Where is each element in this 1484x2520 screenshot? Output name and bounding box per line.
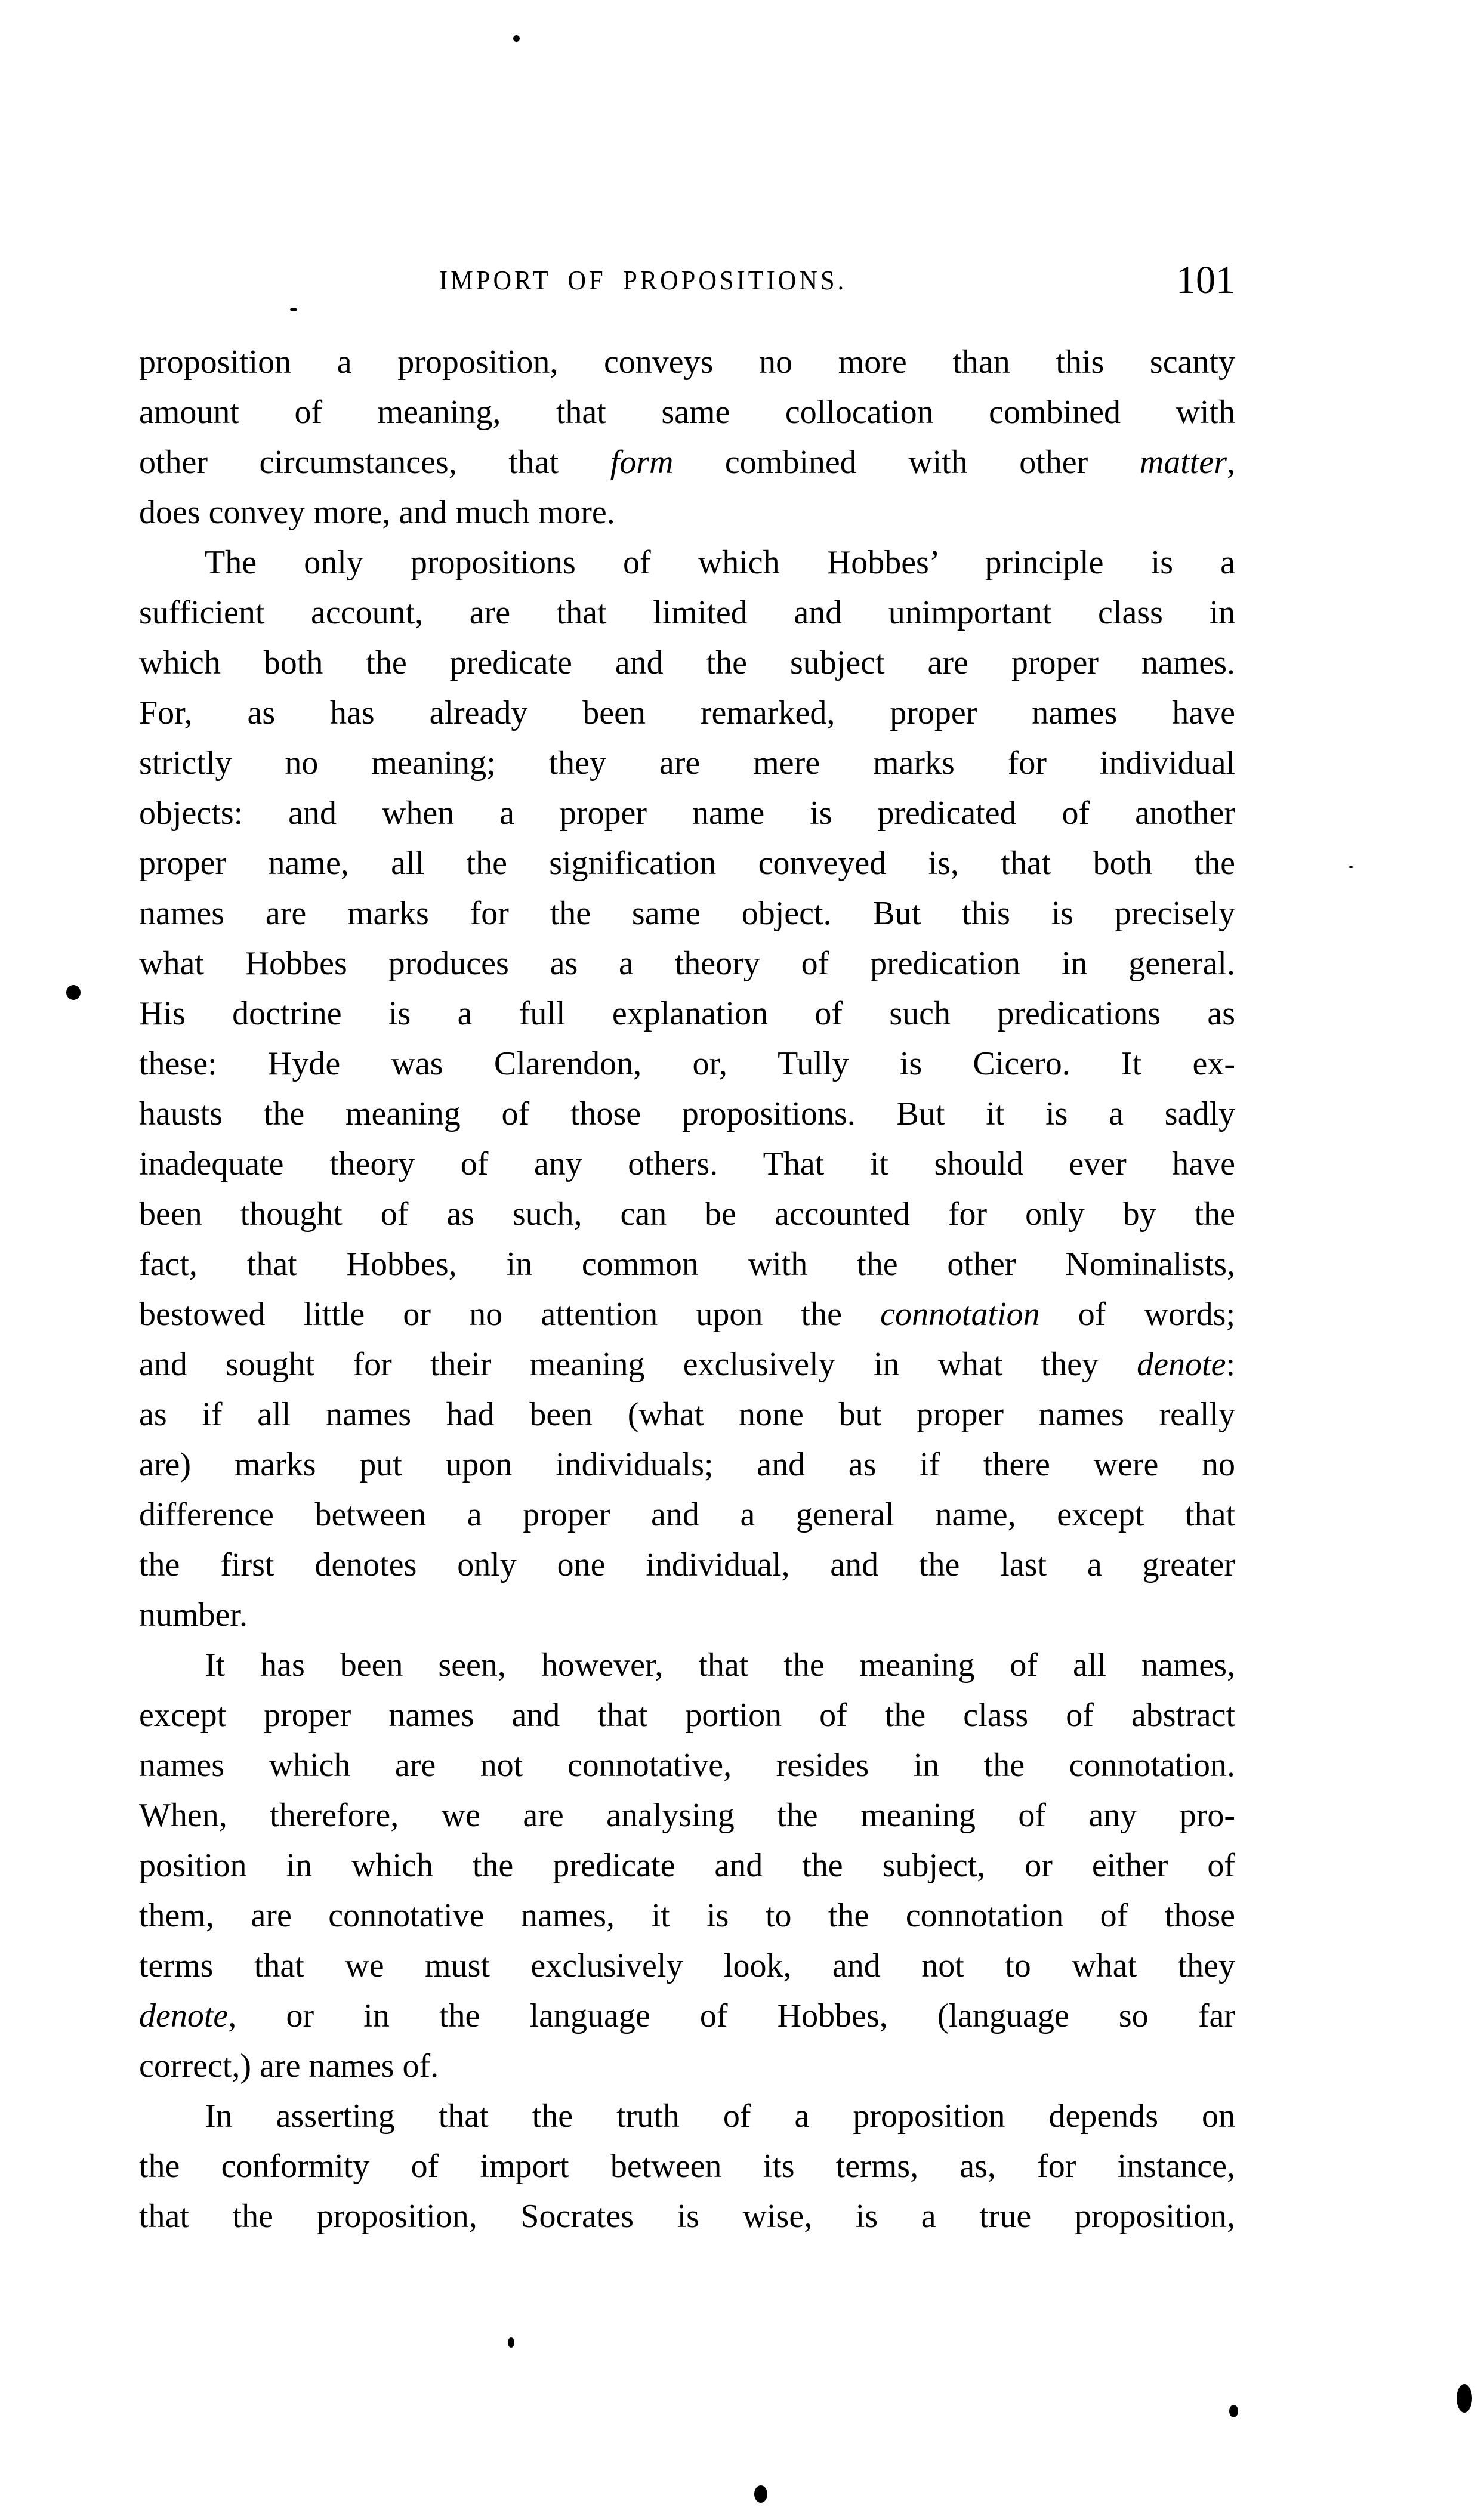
italic-term: matter (1139, 444, 1227, 481)
text-line (139, 1590, 1235, 1640)
text-run: does convey more, and much more. (139, 494, 615, 531)
text-run: are) marks put upon individuals; and as if there were no (139, 1446, 1235, 1483)
italic-term: denote (139, 1997, 229, 2034)
text-line (139, 2041, 1235, 2091)
text-line (139, 1490, 1235, 1540)
scan-tick-mark (290, 308, 297, 311)
text-run: It has been seen, however, that the meaning of all names, (205, 1647, 1235, 1684)
scan-speck-top (513, 35, 520, 42)
text-run: what Hobbes produces as a theory of predication in general. (139, 945, 1235, 982)
text-line (139, 1440, 1235, 1490)
text-line (139, 638, 1235, 688)
text-run: the conformity of import between its terms, as, for instance, (139, 2148, 1235, 2185)
text-line (139, 1239, 1235, 1289)
text-line (139, 688, 1235, 738)
paragraph (139, 2091, 1235, 2241)
text-run: correct,) are names of. (139, 2048, 439, 2084)
text-line (139, 2091, 1235, 2141)
text-line (139, 2141, 1235, 2191)
text-line (139, 437, 1235, 487)
text-run: For, as has already been remarked, proper names have (139, 694, 1235, 731)
text-line (139, 1139, 1235, 1189)
text-run: , or in the language of Hobbes, (language so far (228, 1997, 1235, 2034)
text-run: as if all names had been (what none but proper names really (139, 1396, 1235, 1433)
text-run: The only propositions of which Hobbes’ principle is a (205, 544, 1235, 581)
text-run: : (1226, 1346, 1235, 1383)
running-head: IMPORT OF PROPOSITIONS. (439, 265, 847, 295)
text-run: combined with other (673, 444, 1140, 481)
scan-bar-bottom-right (1457, 2384, 1472, 2413)
text-line (139, 1840, 1235, 1891)
italic-term: connotation (880, 1296, 1040, 1333)
text-run: that the proposition, Socrates is wise, is a true proposition, (139, 2198, 1235, 2235)
text-line (139, 938, 1235, 989)
text-run: hausts the meaning of those propositions. But it is a sadly (139, 1095, 1235, 1132)
text-line (139, 1289, 1235, 1339)
text-run: , (1227, 444, 1235, 481)
text-run: proper name, all the signification conveyed is, that both the (139, 845, 1235, 882)
text-line (139, 1540, 1235, 1590)
text-line (139, 1640, 1235, 1690)
text-line (139, 989, 1235, 1039)
text-run: difference between a proper and a general name, except that (139, 1496, 1235, 1533)
text-line (139, 1891, 1235, 1941)
text-line (139, 1189, 1235, 1239)
text-line (139, 387, 1235, 437)
text-run: names are marks for the same object. But this is precisely (139, 895, 1235, 932)
text-run: In asserting that the truth of a proposition depends on (205, 2098, 1235, 2135)
text-line (139, 838, 1235, 888)
text-line (139, 888, 1235, 938)
text-run: the first denotes only one individual, and the last a greater (139, 1546, 1235, 1583)
text-run: been thought of as such, can be accounted for only by the (139, 1196, 1235, 1233)
text-line (139, 337, 1235, 387)
text-run: objects: and when a proper name is predicated of another (139, 795, 1235, 832)
text-run: His doctrine is a full explanation of such predications as (139, 995, 1235, 1032)
scan-speck-bottom-2 (1229, 2405, 1238, 2417)
text-run: number. (139, 1596, 248, 1633)
paragraph (139, 337, 1235, 538)
text-run: position in which the predicate and the subject, or either of (139, 1847, 1235, 1884)
text-line (139, 538, 1235, 588)
paragraph (139, 1640, 1235, 2091)
text-run: other circumstances, that (139, 444, 610, 481)
scan-speck-bottom-3 (754, 2485, 767, 2503)
scan-dash-right-margin (1349, 866, 1353, 868)
text-line (139, 738, 1235, 788)
text-run: When, therefore, we are analysing the meaning of any pro- (139, 1797, 1235, 1834)
text-run: and sought for their meaning exclusively in what they (139, 1346, 1137, 1383)
page-number: 101 (1176, 258, 1235, 302)
text-run: except proper names and that portion of the class of abstract (139, 1697, 1235, 1734)
scan-speck-bottom-1 (508, 2337, 514, 2348)
text-line (139, 1991, 1235, 2041)
italic-term: denote (1137, 1346, 1226, 1383)
italic-term: form (610, 444, 674, 481)
text-run: terms that we must exclusively look, and not to what they (139, 1947, 1235, 1984)
text-run: which both the predicate and the subject are proper names. (139, 644, 1235, 681)
text-line (139, 1690, 1235, 1740)
scan-speck-left-margin (66, 985, 81, 1000)
body-text (139, 337, 1235, 2241)
text-run: bestowed little or no attention upon the (139, 1296, 881, 1333)
text-line (139, 1941, 1235, 1991)
text-run: of words; (1039, 1296, 1235, 1333)
paragraph (139, 538, 1235, 1640)
text-run: sufficient account, are that limited and unimportant class in (139, 594, 1235, 631)
text-run: names which are not connotative, resides in the connotation. (139, 1747, 1235, 1784)
text-line (139, 2191, 1235, 2241)
text-run: fact, that Hobbes, in common with the other Nominalists, (139, 1246, 1235, 1283)
text-line (139, 1039, 1235, 1089)
text-run: these: Hyde was Clarendon, or, Tully is Cicero. It ex- (139, 1045, 1235, 1082)
text-run: proposition a proposition, conveys no more than this scanty (139, 344, 1235, 381)
text-run: strictly no meaning; they are mere marks for individual (139, 745, 1235, 782)
text-line (139, 788, 1235, 838)
text-line (139, 1389, 1235, 1440)
text-line (139, 487, 1235, 538)
text-line (139, 1339, 1235, 1389)
text-run: amount of meaning, that same collocation combined with (139, 394, 1235, 431)
text-line (139, 1790, 1235, 1840)
text-line (139, 1740, 1235, 1790)
text-run: them, are connotative names, it is to the connotation of those (139, 1897, 1235, 1934)
text-line (139, 1089, 1235, 1139)
text-line (139, 588, 1235, 638)
text-run: inadequate theory of any others. That it should ever have (139, 1145, 1235, 1182)
